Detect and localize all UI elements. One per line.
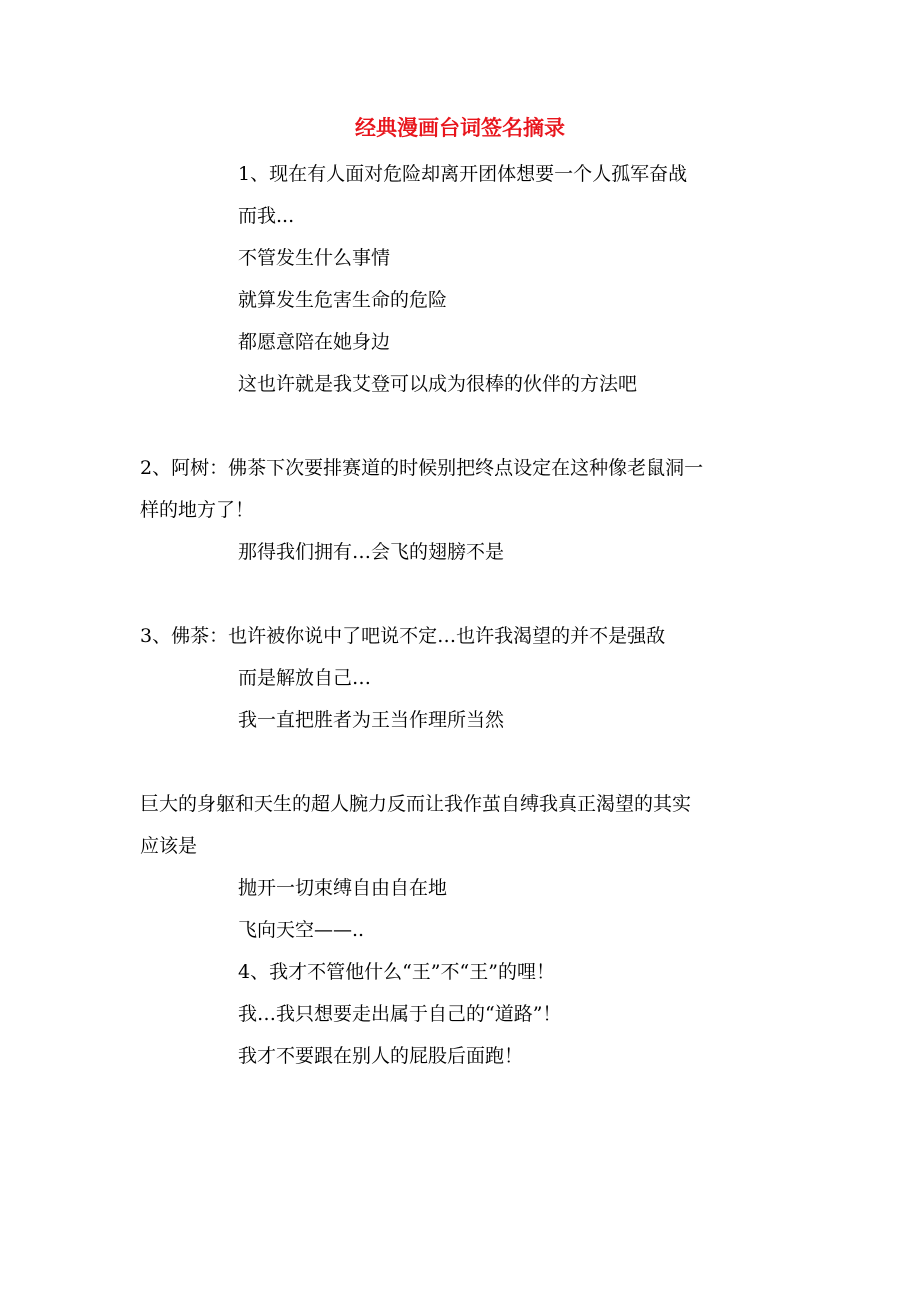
- text-line: 而是解放自己…: [238, 667, 372, 689]
- text-line: 就算发生危害生命的危险: [238, 289, 448, 311]
- text-line: 样的地方了！: [140, 499, 255, 521]
- text-line: 而我...: [238, 205, 295, 227]
- text-line: 巨大的身躯和天生的超人腕力反而让我作茧自缚我真正渴望的其实: [140, 793, 692, 815]
- text-line: 2、阿树：佛茶下次要排赛道的时候别把终点设定在这种像老鼠洞一: [140, 457, 704, 479]
- text-line: 都愿意陪在她身边: [238, 331, 391, 353]
- text-line: 抛开一切束缚自由自在地: [238, 877, 448, 899]
- text-line: 这也许就是我艾登可以成为很棒的伙伴的方法吧: [238, 373, 638, 395]
- text-line: 我…我只想要走出属于自己的“道路”！: [238, 1003, 562, 1025]
- text-line: 飞向天空——..: [238, 919, 365, 941]
- text-line: 4、我才不管他什么“王”不“王”的哩！: [238, 961, 555, 983]
- text-line: 1、现在有人面对危险却离开团体想要一个人孤军奋战: [238, 163, 688, 185]
- text-line: 不管发生什么事情: [238, 247, 391, 269]
- text-line: 应该是: [140, 835, 198, 857]
- text-line: 那得我们拥有…会飞的翅膀不是: [238, 541, 505, 563]
- text-line: 我才不要跟在别人的屁股后面跑！: [238, 1045, 524, 1067]
- text-line: 我一直把胜者为王当作理所当然: [238, 709, 505, 731]
- text-line: 3、佛茶：也许被你说中了吧说不定…也许我渴望的并不是强敌: [140, 625, 666, 647]
- document-title: 经典漫画台词签名摘录: [355, 115, 565, 140]
